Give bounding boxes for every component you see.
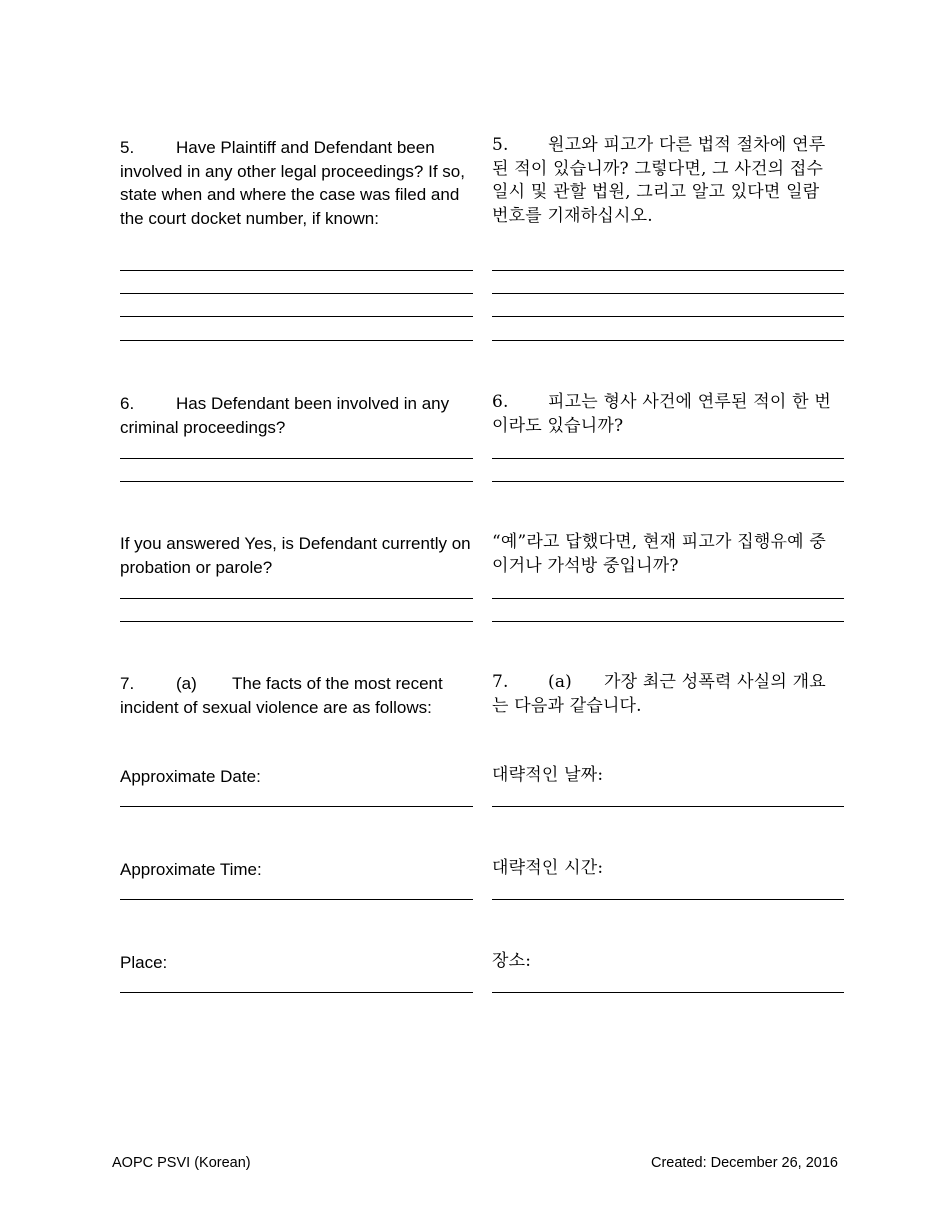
answer-line[interactable] — [492, 270, 844, 271]
answer-line[interactable] — [120, 481, 473, 482]
q5-korean-text: 원고와 피고가 다른 법적 절차에 연루된 적이 있습니까? 그렇다면, 그 사건의 접수 일시 및 관할 법원, 그리고 알고 있다면 일람 번호를 기재하십시오. — [492, 135, 826, 226]
q5-english-answer-lines[interactable] — [120, 270, 473, 341]
answer-line[interactable] — [120, 458, 473, 459]
answer-line[interactable] — [492, 621, 844, 622]
answer-line[interactable] — [492, 316, 844, 317]
q7-korean — [492, 671, 837, 718]
q5-number: 5. — [120, 138, 135, 157]
q6-english — [120, 392, 476, 439]
answer-line[interactable] — [492, 992, 844, 993]
place-korean-field[interactable] — [492, 992, 844, 993]
place-label-english: Place: — [120, 953, 168, 972]
answer-line[interactable] — [120, 621, 473, 622]
q7-sub-label: (a) — [176, 674, 197, 693]
q7-number: 7. — [120, 674, 135, 693]
answer-line[interactable] — [492, 293, 844, 294]
answer-line[interactable] — [120, 899, 473, 900]
q6-korean-answer-lines[interactable] — [492, 458, 844, 482]
q6-followup-korean-answer-lines[interactable] — [492, 598, 844, 622]
q6-followup-english: If you answered Yes, is Defendant currently on probation or parole? — [120, 534, 471, 577]
time-label-korean: 대략적인 시간: — [492, 858, 604, 878]
answer-line[interactable] — [492, 899, 844, 900]
answer-line[interactable] — [492, 340, 844, 341]
q6-number: 6. — [120, 394, 135, 413]
answer-line[interactable] — [492, 458, 844, 459]
place-english-field[interactable] — [120, 992, 473, 993]
q7-english — [120, 672, 476, 719]
date-english-field[interactable] — [120, 806, 473, 807]
q5-english-text: Have Plaintiff and Defendant been involved in any other legal proceedings? If so, state when and where the case was filed and the court docket number, if known: — [120, 138, 465, 228]
answer-line[interactable] — [120, 270, 473, 271]
q7-english-text: The facts of the most recent incident of sexual violence are as follows: — [120, 674, 443, 717]
answer-line[interactable] — [120, 293, 473, 294]
answer-line[interactable] — [120, 806, 473, 807]
date-label-english: Approximate Date: — [120, 767, 261, 786]
place-label-korean: 장소: — [492, 951, 532, 971]
q6-english-text: Has Defendant been involved in any criminal proceedings? — [120, 394, 450, 437]
date-label-korean: 대략적인 날짜: — [492, 765, 604, 785]
q6-english-answer-lines[interactable] — [120, 458, 473, 482]
q5-english — [120, 136, 476, 230]
time-english-field[interactable] — [120, 899, 473, 900]
answer-line[interactable] — [120, 992, 473, 993]
q5-korean — [492, 134, 837, 228]
footer-form-id: AOPC PSVI (Korean) — [112, 1155, 251, 1171]
answer-line[interactable] — [492, 598, 844, 599]
q6-korean-text: 피고는 형사 사건에 연루된 적이 한 번이라도 있습니까? — [492, 392, 831, 436]
time-korean-field[interactable] — [492, 899, 844, 900]
q6-followup-english-answer-lines[interactable] — [120, 598, 473, 622]
q7-korean-number: 7. — [492, 672, 509, 692]
q7-korean-text: 가장 최근 성폭력 사실의 개요는 다음과 같습니다. — [492, 672, 826, 716]
answer-line[interactable] — [120, 598, 473, 599]
answer-line[interactable] — [120, 340, 473, 341]
answer-line[interactable] — [492, 481, 844, 482]
q7-korean-sub-label: (a) — [548, 672, 572, 692]
answer-line[interactable] — [120, 316, 473, 317]
q5-korean-number: 5. — [492, 135, 509, 155]
q6-korean-number: 6. — [492, 392, 509, 412]
answer-line[interactable] — [492, 806, 844, 807]
q5-korean-answer-lines[interactable] — [492, 270, 844, 341]
time-label-english: Approximate Time: — [120, 860, 262, 879]
q6-followup-korean: “예”라고 답했다면, 현재 피고가 집행유예 중이거나 가석방 중입니까? — [492, 532, 826, 576]
footer-created-date: Created: December 26, 2016 — [651, 1155, 838, 1171]
date-korean-field[interactable] — [492, 806, 844, 807]
q6-korean — [492, 391, 837, 438]
